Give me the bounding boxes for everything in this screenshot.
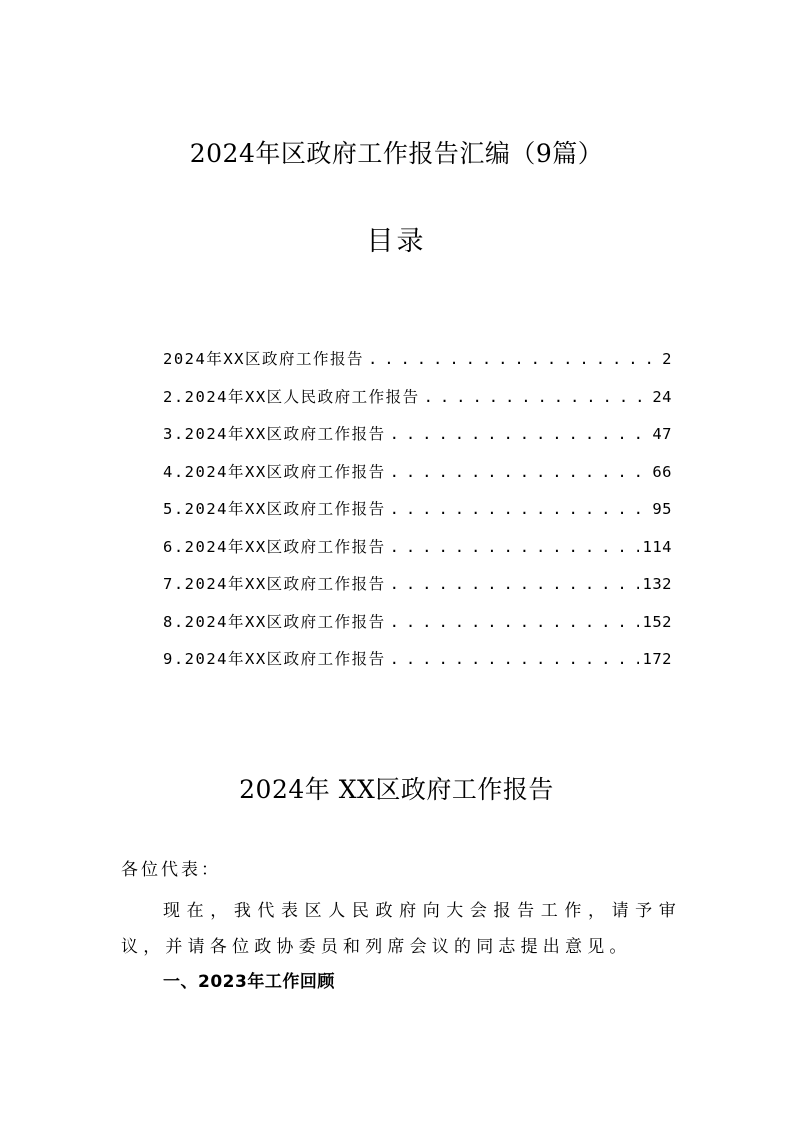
toc-heading: 目录 [366,226,427,257]
toc-entry[interactable] [163,491,672,529]
document-title: 2024年区政府工作报告汇编（9篇） [189,139,604,168]
toc-entry-title: 2.2024年XX区人民政府工作报告 [163,387,420,406]
section-title: 2024年 XX区政府工作报告 [239,775,554,804]
toc-entry[interactable] [163,604,672,642]
toc-entry-title: 5.2024年XX区政府工作报告 [163,500,386,518]
toc-entry-title: 2024年XX区政府工作报告 [163,350,364,368]
toc-page-number: 152 [642,612,672,631]
toc-dot-leader [424,379,649,417]
toc-page-number: 66 [652,462,672,481]
toc-page-number: 24 [652,387,672,406]
body-paragraph: 现在，我代表区人民政府向大会报告工作，请予审议，并请各位政协委员和列席会议的同志提出意见。 [121,901,681,957]
toc-entry-title: 9.2024年XX区政府工作报告 [163,650,386,668]
toc-dot-leader [390,604,639,642]
toc-entry[interactable] [163,454,672,492]
toc-page-number: 172 [642,650,672,668]
toc-entry[interactable] [163,641,672,679]
toc-dot-leader [390,416,649,454]
section-subheading: 一、2023年工作回顾 [163,972,335,992]
toc-page-number: 114 [642,537,672,556]
toc-entry-title: 7.2024年XX区政府工作报告 [163,575,386,593]
toc-entry[interactable] [163,341,672,379]
toc-entry[interactable] [163,529,672,567]
toc-entry-title: 8.2024年XX区政府工作报告 [163,612,386,631]
toc-entry-title: 6.2024年XX区政府工作报告 [163,537,386,556]
table-of-contents [163,341,672,679]
toc-page-number: 132 [642,575,672,593]
salutation: 各位代表： [121,860,221,880]
toc-entry[interactable] [163,566,672,604]
toc-dot-leader [390,454,649,492]
toc-entry-title: 3.2024年XX区政府工作报告 [163,425,386,443]
toc-page-number: 47 [652,425,672,443]
toc-entry[interactable] [163,416,672,454]
toc-page-number: 2 [662,350,672,368]
toc-dot-leader [390,529,639,567]
toc-dot-leader [368,341,658,379]
toc-entry-title: 4.2024年XX区政府工作报告 [163,462,386,481]
toc-page-number: 95 [652,500,672,518]
toc-entry[interactable] [163,379,672,417]
toc-dot-leader [390,491,649,529]
toc-dot-leader [390,641,639,679]
toc-dot-leader [390,566,639,604]
